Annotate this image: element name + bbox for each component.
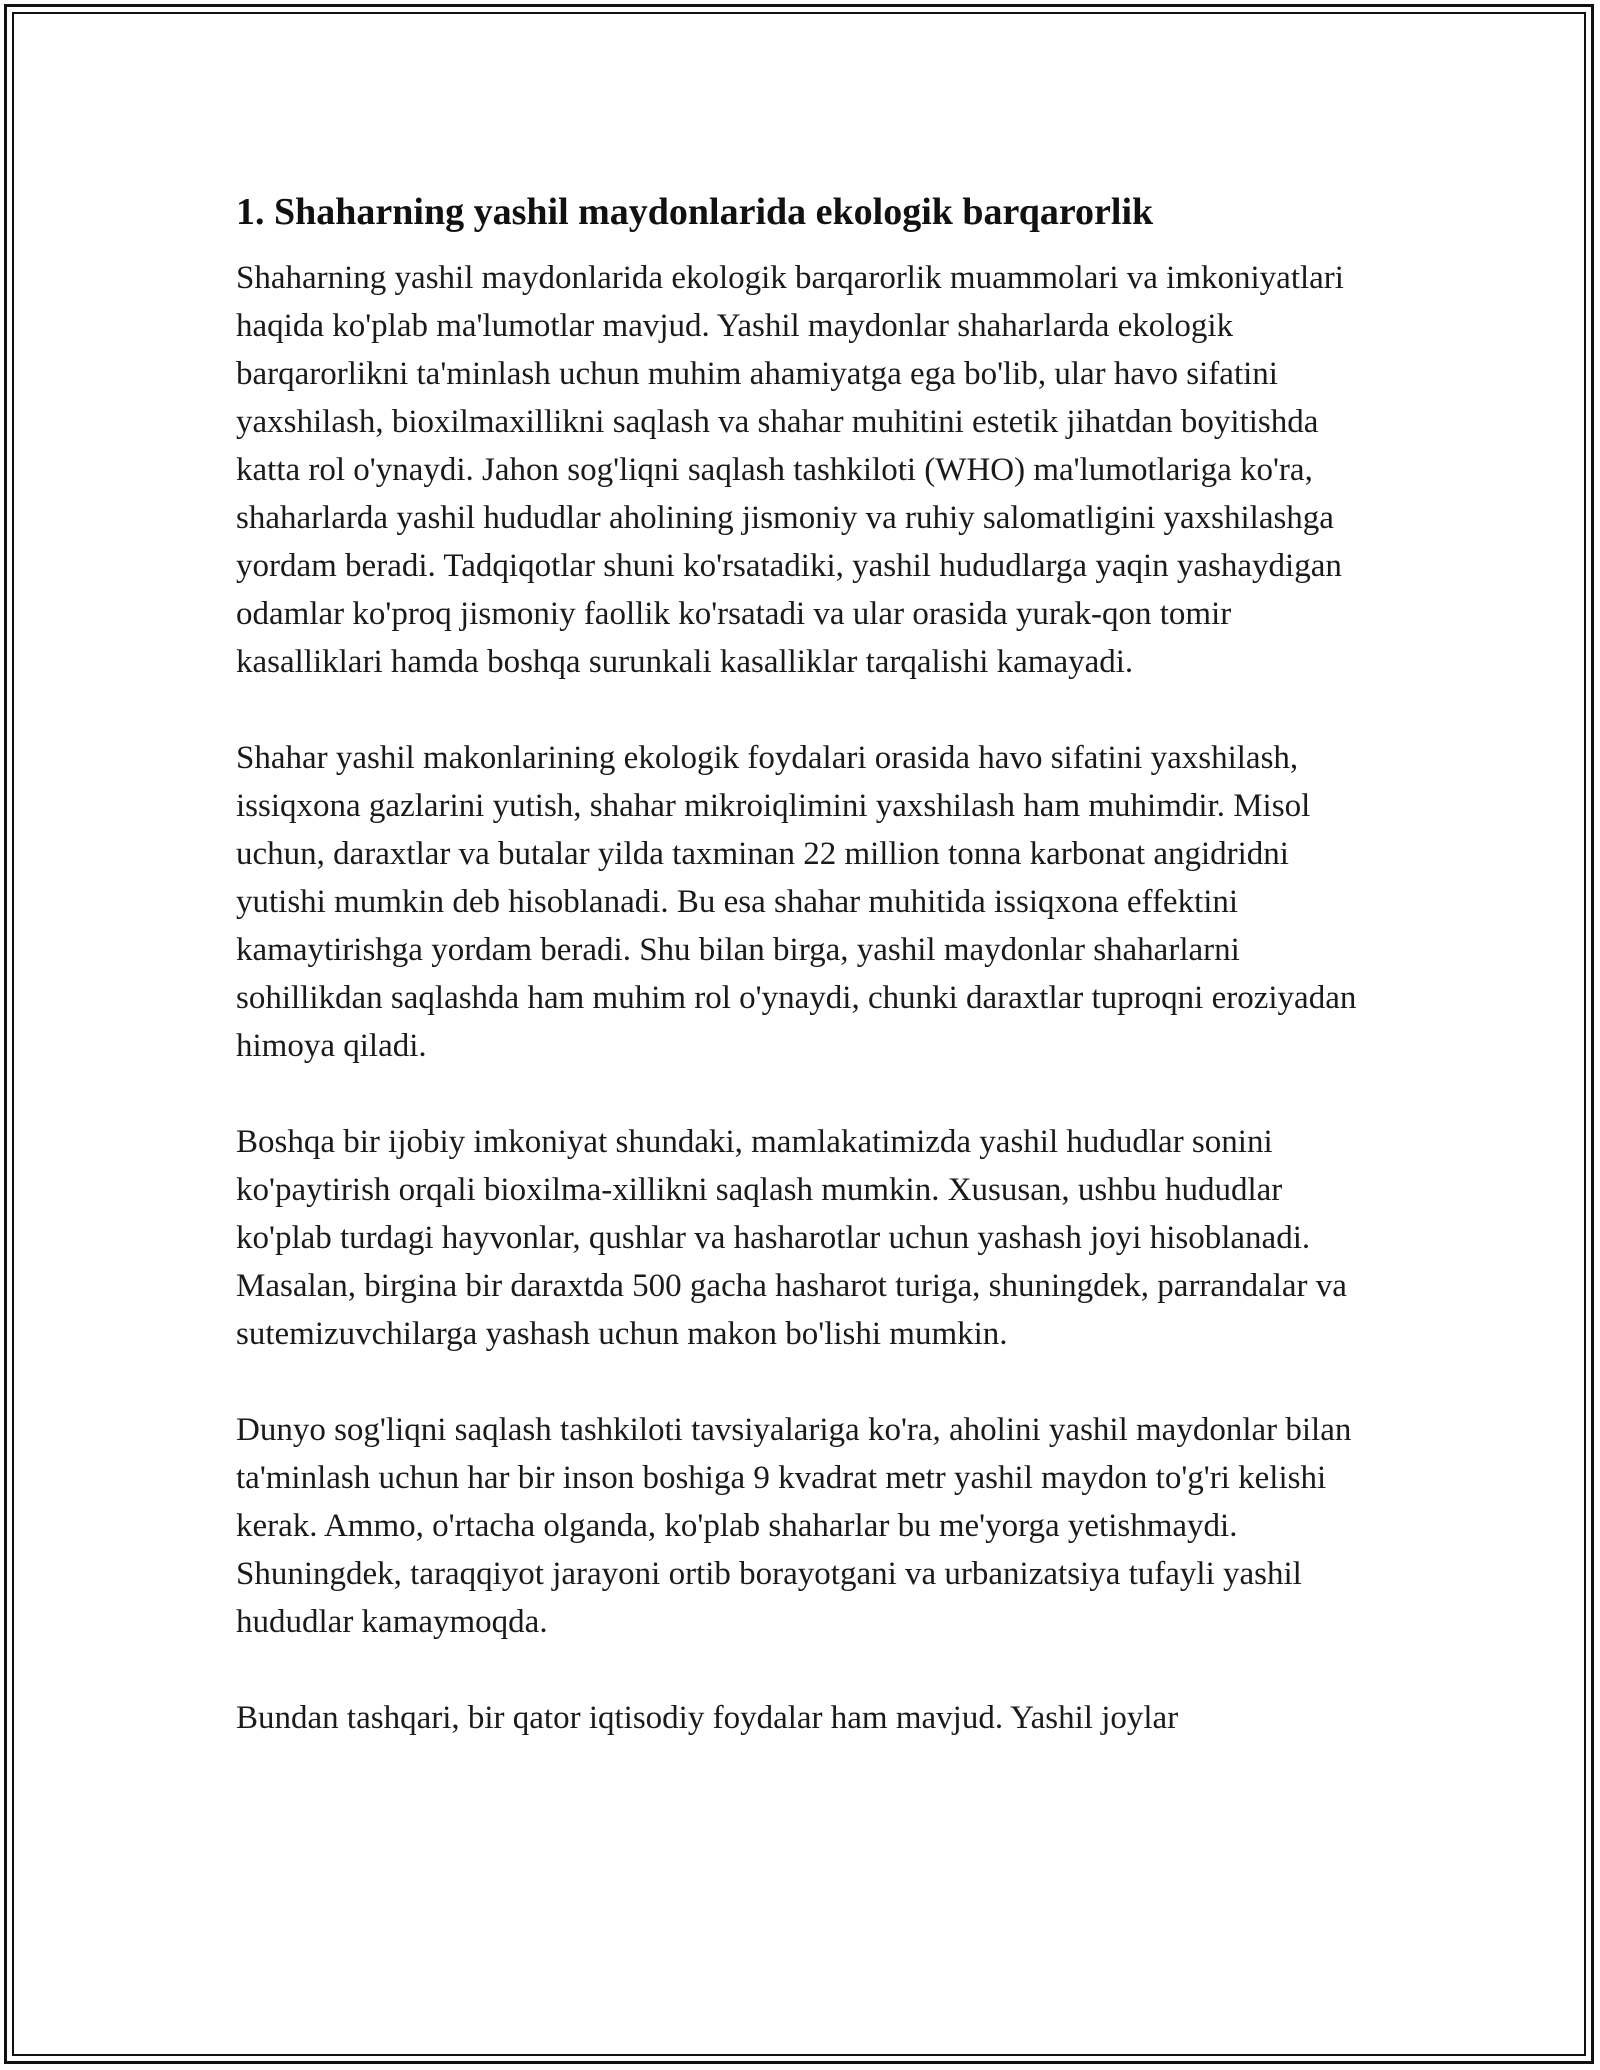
paragraph-2: Shahar yashil makonlarining ekologik foydalari orasida havo sifatini yaxshilash, issiqxona gazlarini yutish, shahar mikroiqlimini yaxshilash ham muhimdir. Misol uchun, daraxtlar va butalar yilda taxminan 22 million tonna karbonat angidridni yutishi mumkin deb hisoblanadi. Bu esa shahar muhitida issiqxona effektini kamaytirishga yordam beradi. Shu bilan birga, yashil maydonlar shaharlarni sohillikdan saqlashda ham muhim rol o'ynaydi, chunki daraxtlar tuproqni eroziyadan himoya qiladi. <box>236 740 1357 1064</box>
paragraph-1: Shaharning yashil maydonlarida ekologik barqarorlik muammolari va imkoniyatlari haqida ko'plab ma'lumotlar mavjud. Yashil maydonlar shaharlarda ekologik barqarorlikni ta'minlash uchun muhim ahamiyatga ega bo'lib, ular havo sifatini yaxshilash, bioxilmaxillikni saqlash va shahar muhitini estetik jihatdan boyitishda katta rol o'ynaydi. Jahon sog'liqni saqlash tashkiloti (WHO) ma'lumotlariga ko'ra, shaharlarda yashil hududlar aholining jismoniy va ruhiy salomatligini yaxshilashga yordam beradi. Tadqiqotlar shuni ko'rsatadiki, yashil hududlarga yaqin yashaydigan odamlar ko'proq jismoniy faollik ko'rsatadi va ular orasida yurak-qon tomir kasalliklari hamda boshqa surunkali kasalliklar tarqalishi kamayadi. <box>236 260 1344 680</box>
section-heading: 1. Shaharning yashil maydonlarida ekologik barqarorlik <box>236 191 1154 233</box>
paragraph-5: Bundan tashqari, bir qator iqtisodiy foydalar ham mavjud. Yashil joylar <box>236 1700 1179 1736</box>
paragraph-3: Boshqa bir ijobiy imkoniyat shundaki, mamlakatimizda yashil hududlar sonini ko'paytirish orqali bioxilma-xillikni saqlash mumkin. Xususan, ushbu hududlar ko'plab turdagi hayvonlar, qushlar va hasharotlar uchun yashash joyi hisoblanadi. Masalan, birgina bir daraxtda 500 gacha hasharot turiga, shuningdek, parrandalar va sutemizuvchilarga yashash uchun makon bo'lishi mumkin. <box>236 1124 1347 1352</box>
paragraph-4: Dunyo sog'liqni saqlash tashkiloti tavsiyalariga ko'ra, aholini yashil maydonlar bilan ta'minlash uchun har bir inson boshiga 9 kvadrat metr yashil maydon to'g'ri kelishi kerak. Ammo, o'rtacha olganda, ko'plab shaharlar bu me'yorga yetishmaydi. Shuningdek, taraqqiyot jarayoni ortib borayotgani va urbanizatsiya tufayli yashil hududlar kamaymoqda. <box>236 1412 1352 1640</box>
document-body <box>236 186 1376 1790</box>
